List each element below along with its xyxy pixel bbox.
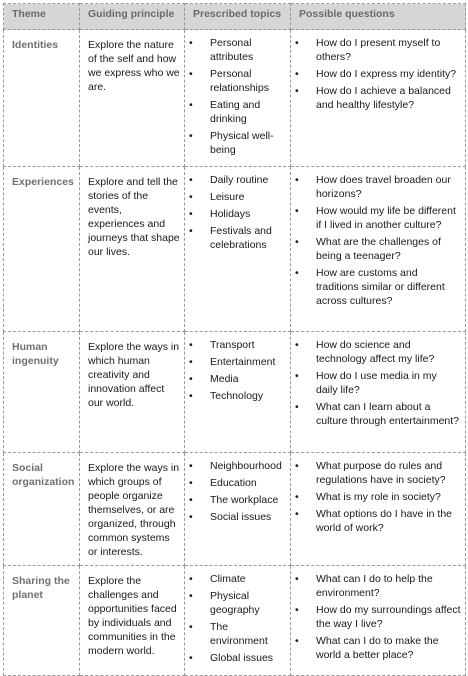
list-item [185, 67, 290, 95]
list-item [291, 173, 465, 201]
bullet-icon: • [189, 225, 193, 237]
guiding-principle-cell: Explore the ways in which human creativity and innovation affect our world. [80, 332, 185, 453]
list-item [185, 98, 290, 126]
bullet-icon: • [295, 68, 299, 80]
list-item [291, 338, 465, 366]
topics-list [185, 566, 290, 665]
question-text: What can I do to help the environment? [316, 573, 433, 599]
bullet-icon: • [189, 339, 193, 351]
prescribed-topics-cell [185, 453, 291, 566]
table-header-row [4, 4, 466, 30]
list-item [185, 389, 290, 403]
topics-list [185, 167, 290, 252]
list-item [291, 603, 465, 631]
bullet-icon: • [189, 68, 193, 80]
topic-text: Physical well-being [210, 130, 274, 156]
possible-questions-cell [291, 453, 466, 566]
list-item [185, 459, 290, 473]
list-item [185, 572, 290, 586]
question-text: How does travel broaden our horizons? [316, 174, 451, 200]
topic-text: Education [210, 477, 257, 489]
list-item [185, 207, 290, 221]
bullet-icon: • [189, 477, 193, 489]
list-item [185, 129, 290, 157]
question-text: How would my life be different if I lived in another culture? [316, 205, 456, 231]
question-text: How do my surroundings affect the way I live? [316, 604, 461, 630]
bullet-icon: • [189, 511, 193, 523]
table-row [4, 167, 466, 332]
bullet-icon: • [189, 130, 193, 142]
bullet-icon: • [295, 401, 299, 413]
theme-cell: Sharing the planet [4, 566, 80, 676]
header-guiding-principle: Guiding principle [80, 4, 185, 30]
themes-table [3, 3, 466, 676]
question-text: How are customs and traditions similar or different across cultures? [316, 267, 445, 307]
bullet-icon: • [189, 174, 193, 186]
question-text: How do I express my identity? [316, 68, 457, 80]
question-text: How do I present myself to others? [316, 37, 441, 63]
bullet-icon: • [189, 373, 193, 385]
topic-text: Transport [210, 339, 255, 351]
topic-text: Media [210, 373, 239, 385]
prescribed-topics-cell [185, 167, 291, 332]
bullet-icon: • [189, 191, 193, 203]
list-item [291, 369, 465, 397]
list-item [291, 634, 465, 662]
question-text: What can I learn about a culture through entertainment? [316, 401, 460, 427]
bullet-icon: • [295, 491, 299, 503]
list-item [291, 266, 465, 308]
list-item [185, 589, 290, 617]
list-item [291, 572, 465, 600]
bullet-icon: • [295, 236, 299, 248]
topic-text: Personal attributes [210, 37, 254, 63]
bullet-icon: • [189, 460, 193, 472]
header-possible-questions: Possible questions [291, 4, 466, 30]
bullet-icon: • [189, 208, 193, 220]
question-text: How do I use media in my daily life? [316, 370, 437, 396]
theme-cell: Human ingenuity [4, 332, 80, 453]
bullet-icon: • [189, 390, 193, 402]
list-item [291, 204, 465, 232]
questions-list [291, 332, 465, 428]
bullet-icon: • [295, 205, 299, 217]
list-item [291, 459, 465, 487]
topic-text: Climate [210, 573, 246, 585]
list-item [185, 476, 290, 490]
questions-list [291, 453, 465, 535]
theme-cell: Experiences [4, 167, 80, 332]
possible-questions-cell [291, 30, 466, 167]
prescribed-topics-cell [185, 566, 291, 676]
topic-text: Daily routine [210, 174, 269, 186]
topic-text: Technology [210, 390, 264, 402]
bullet-icon: • [295, 508, 299, 520]
questions-list [291, 167, 465, 308]
bullet-icon: • [295, 85, 299, 97]
header-prescribed-topics: Prescribed topics [185, 4, 291, 30]
bullet-icon: • [295, 339, 299, 351]
list-item [291, 84, 465, 112]
topic-text: The workplace [210, 494, 279, 506]
list-item [291, 235, 465, 263]
list-item [291, 36, 465, 64]
prescribed-topics-cell [185, 30, 291, 167]
guiding-principle-cell: Explore the challenges and opportunities faced by individuals and communities in the modern world. [80, 566, 185, 676]
guiding-principle-cell: Explore and tell the stories of the events, experiences and journeys that shape our lives. [80, 167, 185, 332]
topics-list [185, 332, 290, 403]
prescribed-topics-cell [185, 332, 291, 453]
list-item [185, 493, 290, 507]
possible-questions-cell [291, 332, 466, 453]
bullet-icon: • [189, 590, 193, 602]
guiding-principle-cell: Explore the nature of the self and how we express who we are. [80, 30, 185, 167]
topic-text: Personal relationships [210, 68, 269, 94]
topic-text: Festivals and celebrations [210, 225, 272, 251]
topic-text: Entertainment [210, 356, 276, 368]
question-text: How do I achieve a balanced and healthy lifestyle? [316, 85, 451, 111]
bullet-icon: • [295, 174, 299, 186]
table-row [4, 566, 466, 676]
list-item [185, 224, 290, 252]
list-item [185, 338, 290, 352]
list-item [185, 173, 290, 187]
list-item [185, 355, 290, 369]
topic-text: The environment [210, 621, 268, 647]
topic-text: Leisure [210, 191, 245, 203]
question-text: What are the challenges of being a teenager? [316, 236, 441, 262]
table-row [4, 332, 466, 453]
possible-questions-cell [291, 566, 466, 676]
question-text: What options do I have in the world of work? [316, 508, 453, 534]
bullet-icon: • [189, 356, 193, 368]
table-row [4, 453, 466, 566]
bullet-icon: • [295, 267, 299, 279]
list-item [291, 400, 465, 428]
questions-list [291, 30, 465, 112]
topic-text: Social issues [210, 511, 272, 523]
bullet-icon: • [295, 370, 299, 382]
question-text: What is my role in society? [316, 491, 441, 503]
list-item [291, 507, 465, 535]
question-text: What purpose do rules and regulations have in society? [316, 460, 446, 486]
bullet-icon: • [295, 635, 299, 647]
list-item [291, 67, 465, 81]
bullet-icon: • [189, 573, 193, 585]
bullet-icon: • [189, 99, 193, 111]
header-theme: Theme [4, 4, 80, 30]
theme-cell: Social organization [4, 453, 80, 566]
bullet-icon: • [189, 621, 193, 633]
list-item [185, 510, 290, 524]
list-item [185, 190, 290, 204]
bullet-icon: • [189, 494, 193, 506]
bullet-icon: • [295, 573, 299, 585]
list-item [291, 490, 465, 504]
possible-questions-cell [291, 167, 466, 332]
bullet-icon: • [189, 652, 193, 664]
table-row [4, 30, 466, 167]
bullet-icon: • [295, 460, 299, 472]
topic-text: Physical geography [210, 590, 260, 616]
questions-list [291, 566, 465, 662]
topic-text: Eating and drinking [210, 99, 261, 125]
list-item [185, 36, 290, 64]
list-item [185, 651, 290, 665]
bullet-icon: • [189, 37, 193, 49]
topic-text: Holidays [210, 208, 251, 220]
list-item [185, 372, 290, 386]
theme-cell: Identities [4, 30, 80, 167]
question-text: What can I do to make the world a better place? [316, 635, 439, 661]
topics-list [185, 453, 290, 524]
guiding-principle-cell: Explore the ways in which groups of people organize themselves, or are organized, through common systems or interests. [80, 453, 185, 566]
bullet-icon: • [295, 37, 299, 49]
topics-list [185, 30, 290, 157]
question-text: How do science and technology affect my life? [316, 339, 435, 365]
bullet-icon: • [295, 604, 299, 616]
topic-text: Global issues [210, 652, 274, 664]
topic-text: Neighbourhood [210, 460, 282, 472]
